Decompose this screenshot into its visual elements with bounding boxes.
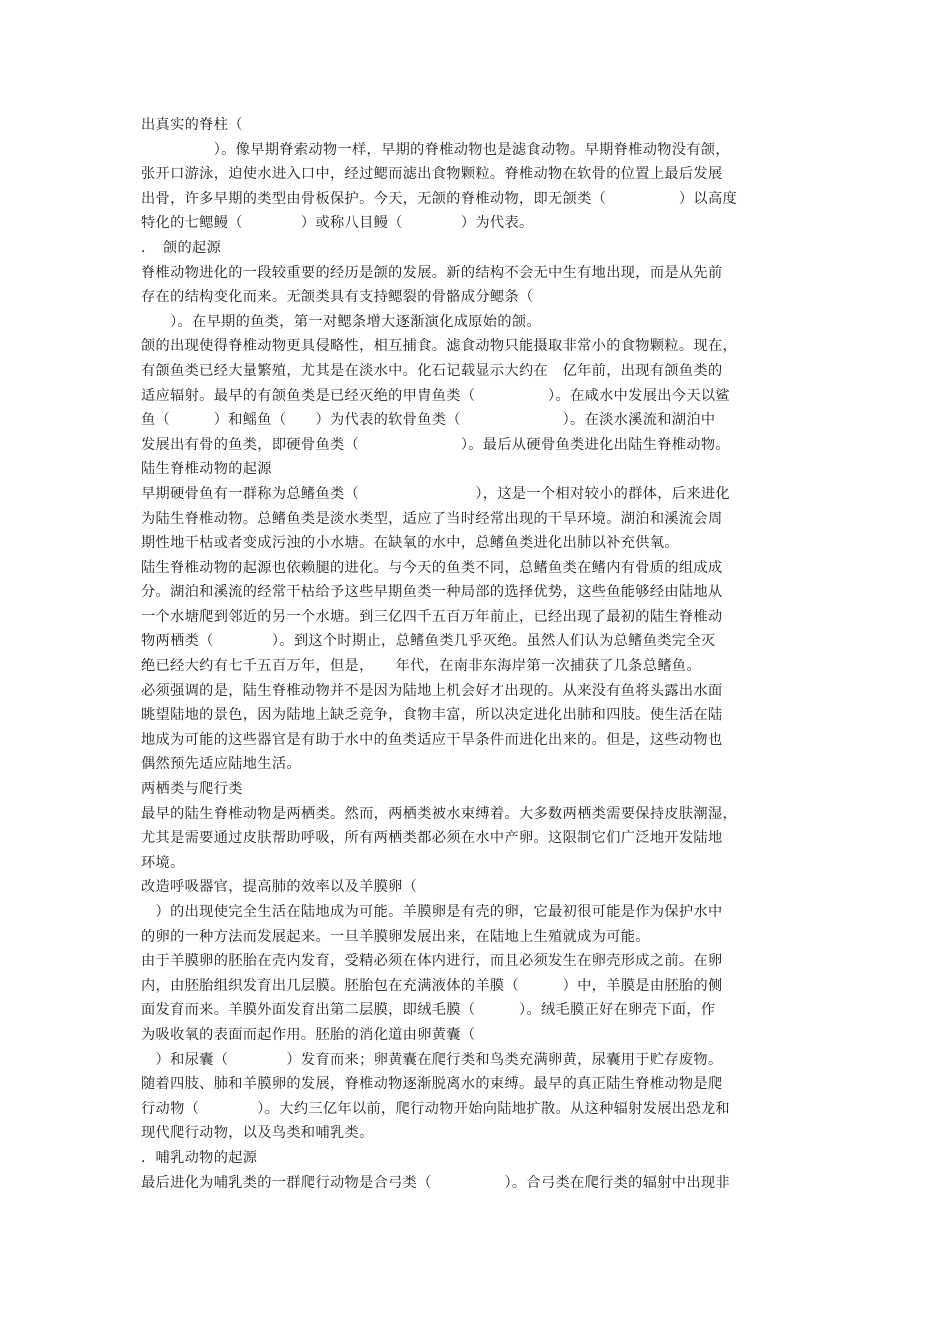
- text-line: 行动物（ ）。大约三亿年以前，爬行动物开始向陆地扩散。从这种辐射发展出恐龙和: [141, 1100, 730, 1117]
- text-line: 两栖类与爬行类: [141, 781, 243, 798]
- text-line: 物两栖类（ ）。到这个时期止，总鳍鱼类几乎灭绝。虽然人们认为总鳍鱼类完全灭: [141, 633, 716, 650]
- text-line: 必须强调的是，陆生脊椎动物并不是因为陆地上机会好才出现的。从来没有鱼将头露出水面: [141, 682, 723, 699]
- text-line: 为吸收氧的表面而起作用。胚胎的消化道由卵黄囊（: [141, 1026, 476, 1043]
- text-line: ）的出现使完全生活在陆地成为可能。羊膜卵是有壳的卵，它最初很可能是作为保护水中: [141, 904, 723, 920]
- text-line: ）。在早期的鱼类，第一对鳃条增大逐渐演化成原始的颌。: [141, 313, 541, 330]
- text-line: 随着四肢、肺和羊膜卵的发展，脊椎动物逐渐脱离水的束缚。最早的真正陆生脊椎动物是爬: [141, 1076, 723, 1093]
- text-line: 改造呼吸器官，提高肺的效率以及羊膜卵（: [141, 879, 418, 896]
- text-line: ）和尿囊（ ）发育而来；卵黄囊在爬行类和鸟类充满卵黄，尿囊用于贮存废物。: [141, 1051, 723, 1068]
- text-line: 出骨，许多早期的类型由骨板保护。今天，无颌的脊椎动物，即无颌类（ ）以高度: [141, 190, 738, 207]
- text-line: 的卵的一种方法而发展起来。一旦羊膜卵发展出来，在陆地上生殖就成为可能。: [141, 928, 650, 945]
- text-line: 发展出有骨的鱼类，即硬骨鱼类（ ）。最后从硬骨鱼类进化出陆生脊椎动物。: [141, 436, 730, 453]
- text-line: 最后进化为哺乳类的一群爬行动物是合弓类（ ）。合弓类在爬行类的辐射中出现非: [141, 1174, 730, 1191]
- text-line: 眺望陆地的景色，因为陆地上缺乏竞争，食物丰富，所以决定进化出肺和四肢。使生活在陆: [141, 707, 723, 724]
- text-line: 为陆生脊椎动物。总鳍鱼类是淡水类型，适应了当时经常出现的干旱环境。湖泊和溪流会周: [141, 510, 723, 527]
- text-line: 尤其是需要通过皮肤帮助呼吸，所有两栖类都必须在水中产卵。这限制它们广泛地开发陆地: [141, 830, 723, 847]
- text-line: 陆生脊椎动物的起源: [141, 461, 272, 478]
- text-line: 适应辐射。最早的有颌鱼类是已经灭绝的甲胄鱼类（ ）。在咸水中发展出今天以鲨: [141, 387, 730, 404]
- text-line: ．哺乳动物的起源: [141, 1149, 258, 1166]
- text-line: 绝已经大约有七千五百万年，但是， 年代，在南非东海岸第一次捕获了几条总鳍鱼。: [141, 658, 701, 675]
- text-line: 偶然预先适应陆地生活。: [141, 756, 301, 773]
- text-line: 一个水塘爬到邻近的另一个水塘。到三亿四千五百万年前止，已经出现了最初的陆生脊椎动: [141, 608, 723, 625]
- text-line: 面发育而来。羊膜外面发育出第二层膜，即绒毛膜（ ）。绒毛膜正好在卵壳下面，作: [141, 1002, 716, 1019]
- text-line: 有颌鱼类已经大量繁殖，尤其是在淡水中。化石记载显示大约在 亿年前，出现有颌鱼类的: [141, 362, 723, 379]
- text-line: 存在的结构变化而来。无颌类具有支持鳃裂的骨骼成分鳃条（: [141, 289, 534, 306]
- text-line: ）。像早期脊索动物一样，早期的脊椎动物也是滤食动物。早期脊椎动物没有颌，: [141, 141, 730, 158]
- text-line: 由于羊膜卵的胚胎在壳内发育，受精必须在体内进行，而且必须发生在卵壳形成之前。在卵: [141, 953, 723, 970]
- text-line: ． 颌的起源: [141, 239, 222, 256]
- text-line: 陆生脊椎动物的起源也依赖腿的进化。与今天的鱼类不同，总鳍鱼类在鳍内有骨质的组成成: [141, 559, 723, 576]
- text-line: 张开口游泳，迫使水进入口中，经过鳃而滤出食物颗粒。脊椎动物在软骨的位置上最后发展: [141, 166, 723, 183]
- text-line: 环境。: [141, 854, 185, 871]
- text-line: 地成为可能的这些器官是有助于水中的鱼类适应干旱条件而进化出来的。但是，这些动物也: [141, 731, 723, 748]
- text-line: 分。湖泊和溪流的经常干枯给予这些早期鱼类一种局部的选择优势，这些鱼能够经由陆地从: [141, 584, 723, 601]
- text-line: 内，由胚胎组织发育出几层膜。胚胎包在充满液体的羊膜（ ）中，羊膜是由胚胎的侧: [141, 977, 723, 994]
- text-line: 特化的七鳃鳗（ ）或称八目鳗（ ）为代表。: [141, 215, 534, 232]
- text-line: 最早的陆生脊椎动物是两栖类。然而，两栖类被水束缚着。大多数两栖类需要保持皮肤潮湿，: [141, 805, 738, 822]
- body-text: [141, 113, 813, 1195]
- text-line: 早期硬骨鱼有一群称为总鳍鱼类（ ），这是一个相对较小的群体，后来进化: [141, 485, 730, 502]
- text-line: 期性地干枯或者变成污浊的小水塘。在缺氧的水中，总鳍鱼类进化出肺以补充供氧。: [141, 535, 679, 552]
- text-line: 脊椎动物进化的一段较重要的经历是颌的发展。新的结构不会无中生有地出现，而是从先前: [141, 264, 723, 281]
- text-line: 出真实的脊柱（: [141, 117, 243, 133]
- text-line: 现代爬行动物，以及鸟类和哺乳类。: [141, 1125, 374, 1142]
- text-line: 颌的出现使得脊椎动物更具侵略性，相互捕食。滤食动物只能摄取非常小的食物颗粒。现在，: [141, 338, 738, 355]
- text-line: 鱼（ ）和鳐鱼（ ）为代表的软骨鱼类（ ）。在淡水溪流和湖泊中: [141, 412, 716, 429]
